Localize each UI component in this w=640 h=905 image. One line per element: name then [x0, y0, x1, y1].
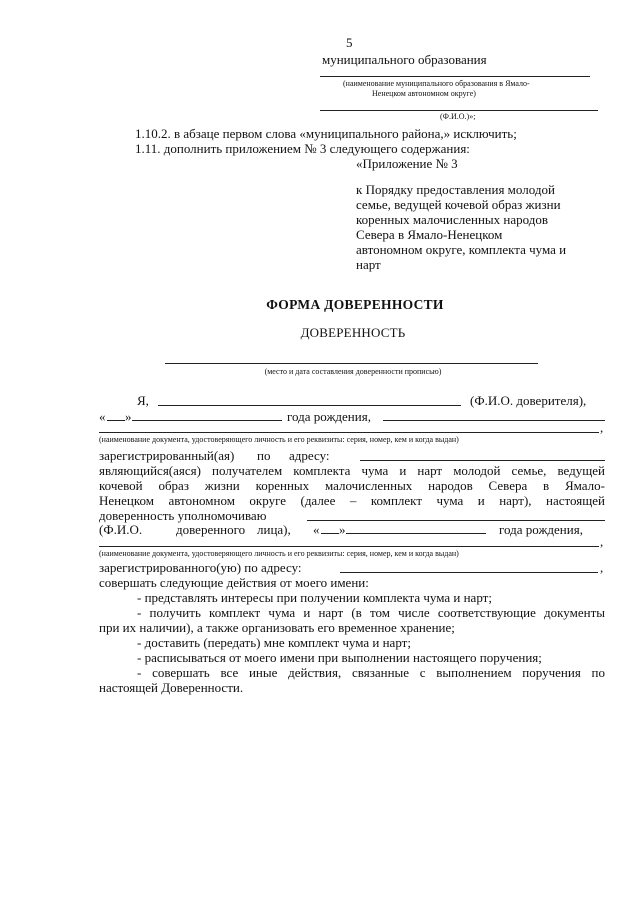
- appendix-line: семье, ведущей кочевой образ жизни: [356, 197, 561, 212]
- attorney-id-field: [99, 546, 599, 547]
- amendment-2: 1.11. дополнить приложением № 3 следующего содержания:: [135, 141, 470, 156]
- municipality-line: муниципального образования: [322, 52, 487, 67]
- attorney-day-field: [321, 533, 339, 534]
- birth-date-mid: »: [125, 409, 132, 424]
- ya-label: Я,: [137, 393, 149, 408]
- birth-date-open: «: [99, 409, 106, 424]
- attorney-name-field: [307, 520, 605, 521]
- place-date-underline: [165, 363, 538, 364]
- actions-intro: совершать следующие действия от моего имени:: [99, 575, 369, 590]
- appendix-line: Севера в Ямало-Ненецком: [356, 227, 503, 242]
- registered-b-label: зарегистрированного(ую) по адресу:: [99, 560, 302, 575]
- appendix-title: «Приложение № 3: [356, 156, 458, 171]
- action-item: - совершать все иные действия, связанные с выполнением поручения по: [137, 665, 605, 680]
- comma: ,: [600, 534, 604, 549]
- action-item: - расписываться от моего имени при выполнении настоящего поручения;: [137, 650, 542, 665]
- action-item: - представлять интересы при получении комплекта чума и нарт;: [137, 590, 492, 605]
- attorney-birth-label: года рождения,: [499, 522, 583, 537]
- registered-label: зарегистрированный(ая): [99, 448, 235, 463]
- para-line: Ненецком автономном округе (далее – комплект чума и нарт), настоящей: [99, 493, 605, 508]
- attorney-address-field: [340, 572, 598, 573]
- birth-day-field: [107, 420, 125, 421]
- address-field: [360, 460, 605, 461]
- form-title: ФОРМА ДОВЕРЕННОСТИ: [266, 297, 444, 312]
- birth-month-field: [132, 420, 282, 421]
- municipality-underline: [320, 76, 590, 77]
- action-item: при их наличии), а также организовать его временное хранение;: [99, 620, 455, 635]
- appendix-line: автономном округе, комплекта чума и: [356, 242, 567, 257]
- appendix-line: коренных малочисленных народов: [356, 212, 549, 227]
- fio-mid: доверенного: [176, 522, 246, 537]
- po-label: по: [257, 448, 271, 463]
- para-line: кочевой образ жизни коренных малочисленных народов Севера в Ямало-: [99, 478, 605, 493]
- appendix-line: нарт: [356, 257, 381, 272]
- comma: ,: [600, 560, 604, 575]
- authorize-label: доверенность уполномочиваю: [99, 508, 267, 523]
- fio-underline: [320, 110, 598, 111]
- fio-open: (Ф.И.О.: [99, 522, 143, 537]
- para-line: являющийся(аяся) получателем комплекта чума и нарт молодой семье, ведущей: [99, 463, 605, 478]
- principal-label: (Ф.И.О. доверителя),: [470, 393, 587, 408]
- doc-title: ДОВЕРЕННОСТЬ: [300, 325, 406, 340]
- address-label: адресу:: [289, 448, 330, 463]
- attorney-date-open: «: [313, 522, 320, 537]
- action-item: - доставить (передать) мне комплект чума и нарт;: [137, 635, 411, 650]
- id-caption: (наименование документа, удостоверяющего личность и его реквизиты: серия, номер, кем и когда выдан): [99, 435, 459, 444]
- municipality-caption-2: Ненецком автономном округе): [372, 89, 476, 98]
- attorney-month-field: [346, 533, 486, 534]
- page-number: 5: [346, 35, 353, 50]
- comma: ,: [600, 420, 604, 435]
- action-item: - получить комплект чума и нарт (в том числе соответствующие документы: [137, 605, 605, 620]
- place-date-caption: (место и дата составления доверенности прописью): [264, 367, 442, 376]
- action-item: настоящей Доверенности.: [99, 680, 244, 695]
- principal-name-field: [158, 405, 461, 406]
- id-document-field: [99, 432, 599, 433]
- attorney-id-caption: (наименование документа, удостоверяющего личность и его реквизиты: серия, номер, кем и когда выдан): [99, 549, 459, 558]
- municipality-caption-1: (наименование муниципального образования в Ямало-: [343, 79, 530, 88]
- attorney-date-mid: »: [339, 522, 346, 537]
- appendix-line: к Порядку предоставления молодой: [356, 182, 555, 197]
- fio-caption: (Ф.И.О.)»;: [440, 112, 476, 121]
- fio-close: лица),: [257, 522, 291, 537]
- birth-year-field: [383, 420, 605, 421]
- amendment-1: 1.10.2. в абзаце первом слова «муниципального района,» исключить;: [135, 126, 517, 141]
- birth-year-label: года рождения,: [287, 409, 371, 424]
